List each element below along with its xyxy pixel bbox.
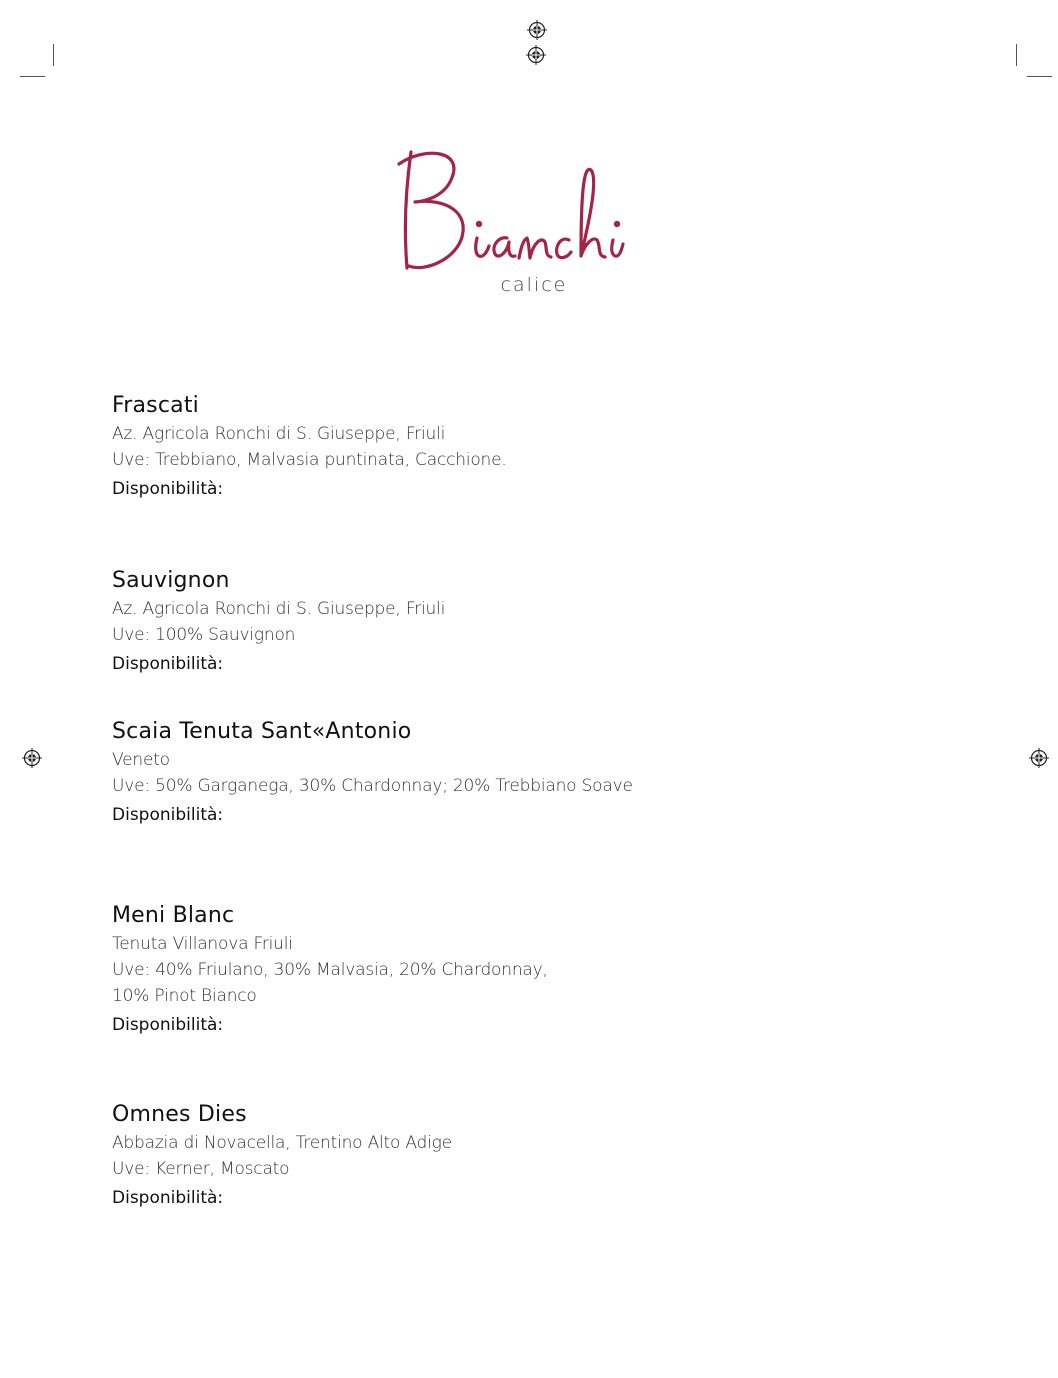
wine-availability-label: Disponibilità:	[112, 654, 224, 674]
wine-grapes: Uve: 100% Sauvignon	[112, 625, 296, 645]
registration-mark-icon	[22, 748, 42, 768]
wine-producer: Az. Agricola Ronchi di S. Giuseppe, Friuli	[112, 424, 446, 444]
wine-grapes: Uve: Trebbiano, Malvasia puntinata, Cacchione.	[112, 450, 507, 470]
crop-mark	[53, 44, 54, 66]
registration-mark-icon	[1029, 748, 1049, 768]
section-header	[0, 140, 1058, 310]
wine-producer: Abbazia di Novacella, Trentino Alto Adige	[112, 1133, 452, 1153]
wine-name: Meni Blanc	[112, 903, 235, 928]
crop-mark	[1016, 44, 1017, 66]
wine-availability-label: Disponibilità:	[112, 1188, 224, 1208]
wine-grapes: Uve: 50% Garganega, 30% Chardonnay; 20% Trebbiano Soave	[112, 776, 633, 796]
wine-producer: Az. Agricola Ronchi di S. Giuseppe, Friuli	[112, 599, 446, 619]
wine-entry	[112, 1102, 912, 1209]
wine-availability-label: Disponibilità:	[112, 1015, 224, 1035]
wine-name: Scaia Tenuta Sant«Antonio	[112, 719, 412, 744]
wine-name: Sauvignon	[112, 568, 230, 593]
registration-mark-icon	[527, 20, 547, 40]
wine-entry	[112, 568, 912, 675]
crop-mark	[20, 76, 45, 77]
wine-availability-label: Disponibilità:	[112, 479, 224, 499]
section-subtitle: calice	[500, 274, 568, 296]
wine-producer: Veneto	[112, 750, 170, 770]
registration-mark-icon	[526, 45, 546, 65]
wine-producer: Tenuta Villanova Friuli	[112, 934, 293, 954]
wine-grapes-continued: 10% Pinot Bianco	[112, 986, 257, 1006]
section-title-logo	[395, 140, 675, 280]
wine-grapes: Uve: 40% Friulano, 30% Malvasia, 20% Chardonnay,	[112, 960, 548, 980]
wine-name: Omnes Dies	[112, 1102, 247, 1127]
wine-availability-label: Disponibilità:	[112, 805, 224, 825]
wine-entry	[112, 903, 912, 1036]
wine-grapes: Uve: Kerner, Moscato	[112, 1159, 290, 1179]
wine-name: Frascati	[112, 393, 199, 418]
wine-entry	[112, 393, 912, 500]
wine-entry	[112, 719, 912, 826]
crop-mark	[1027, 76, 1052, 77]
